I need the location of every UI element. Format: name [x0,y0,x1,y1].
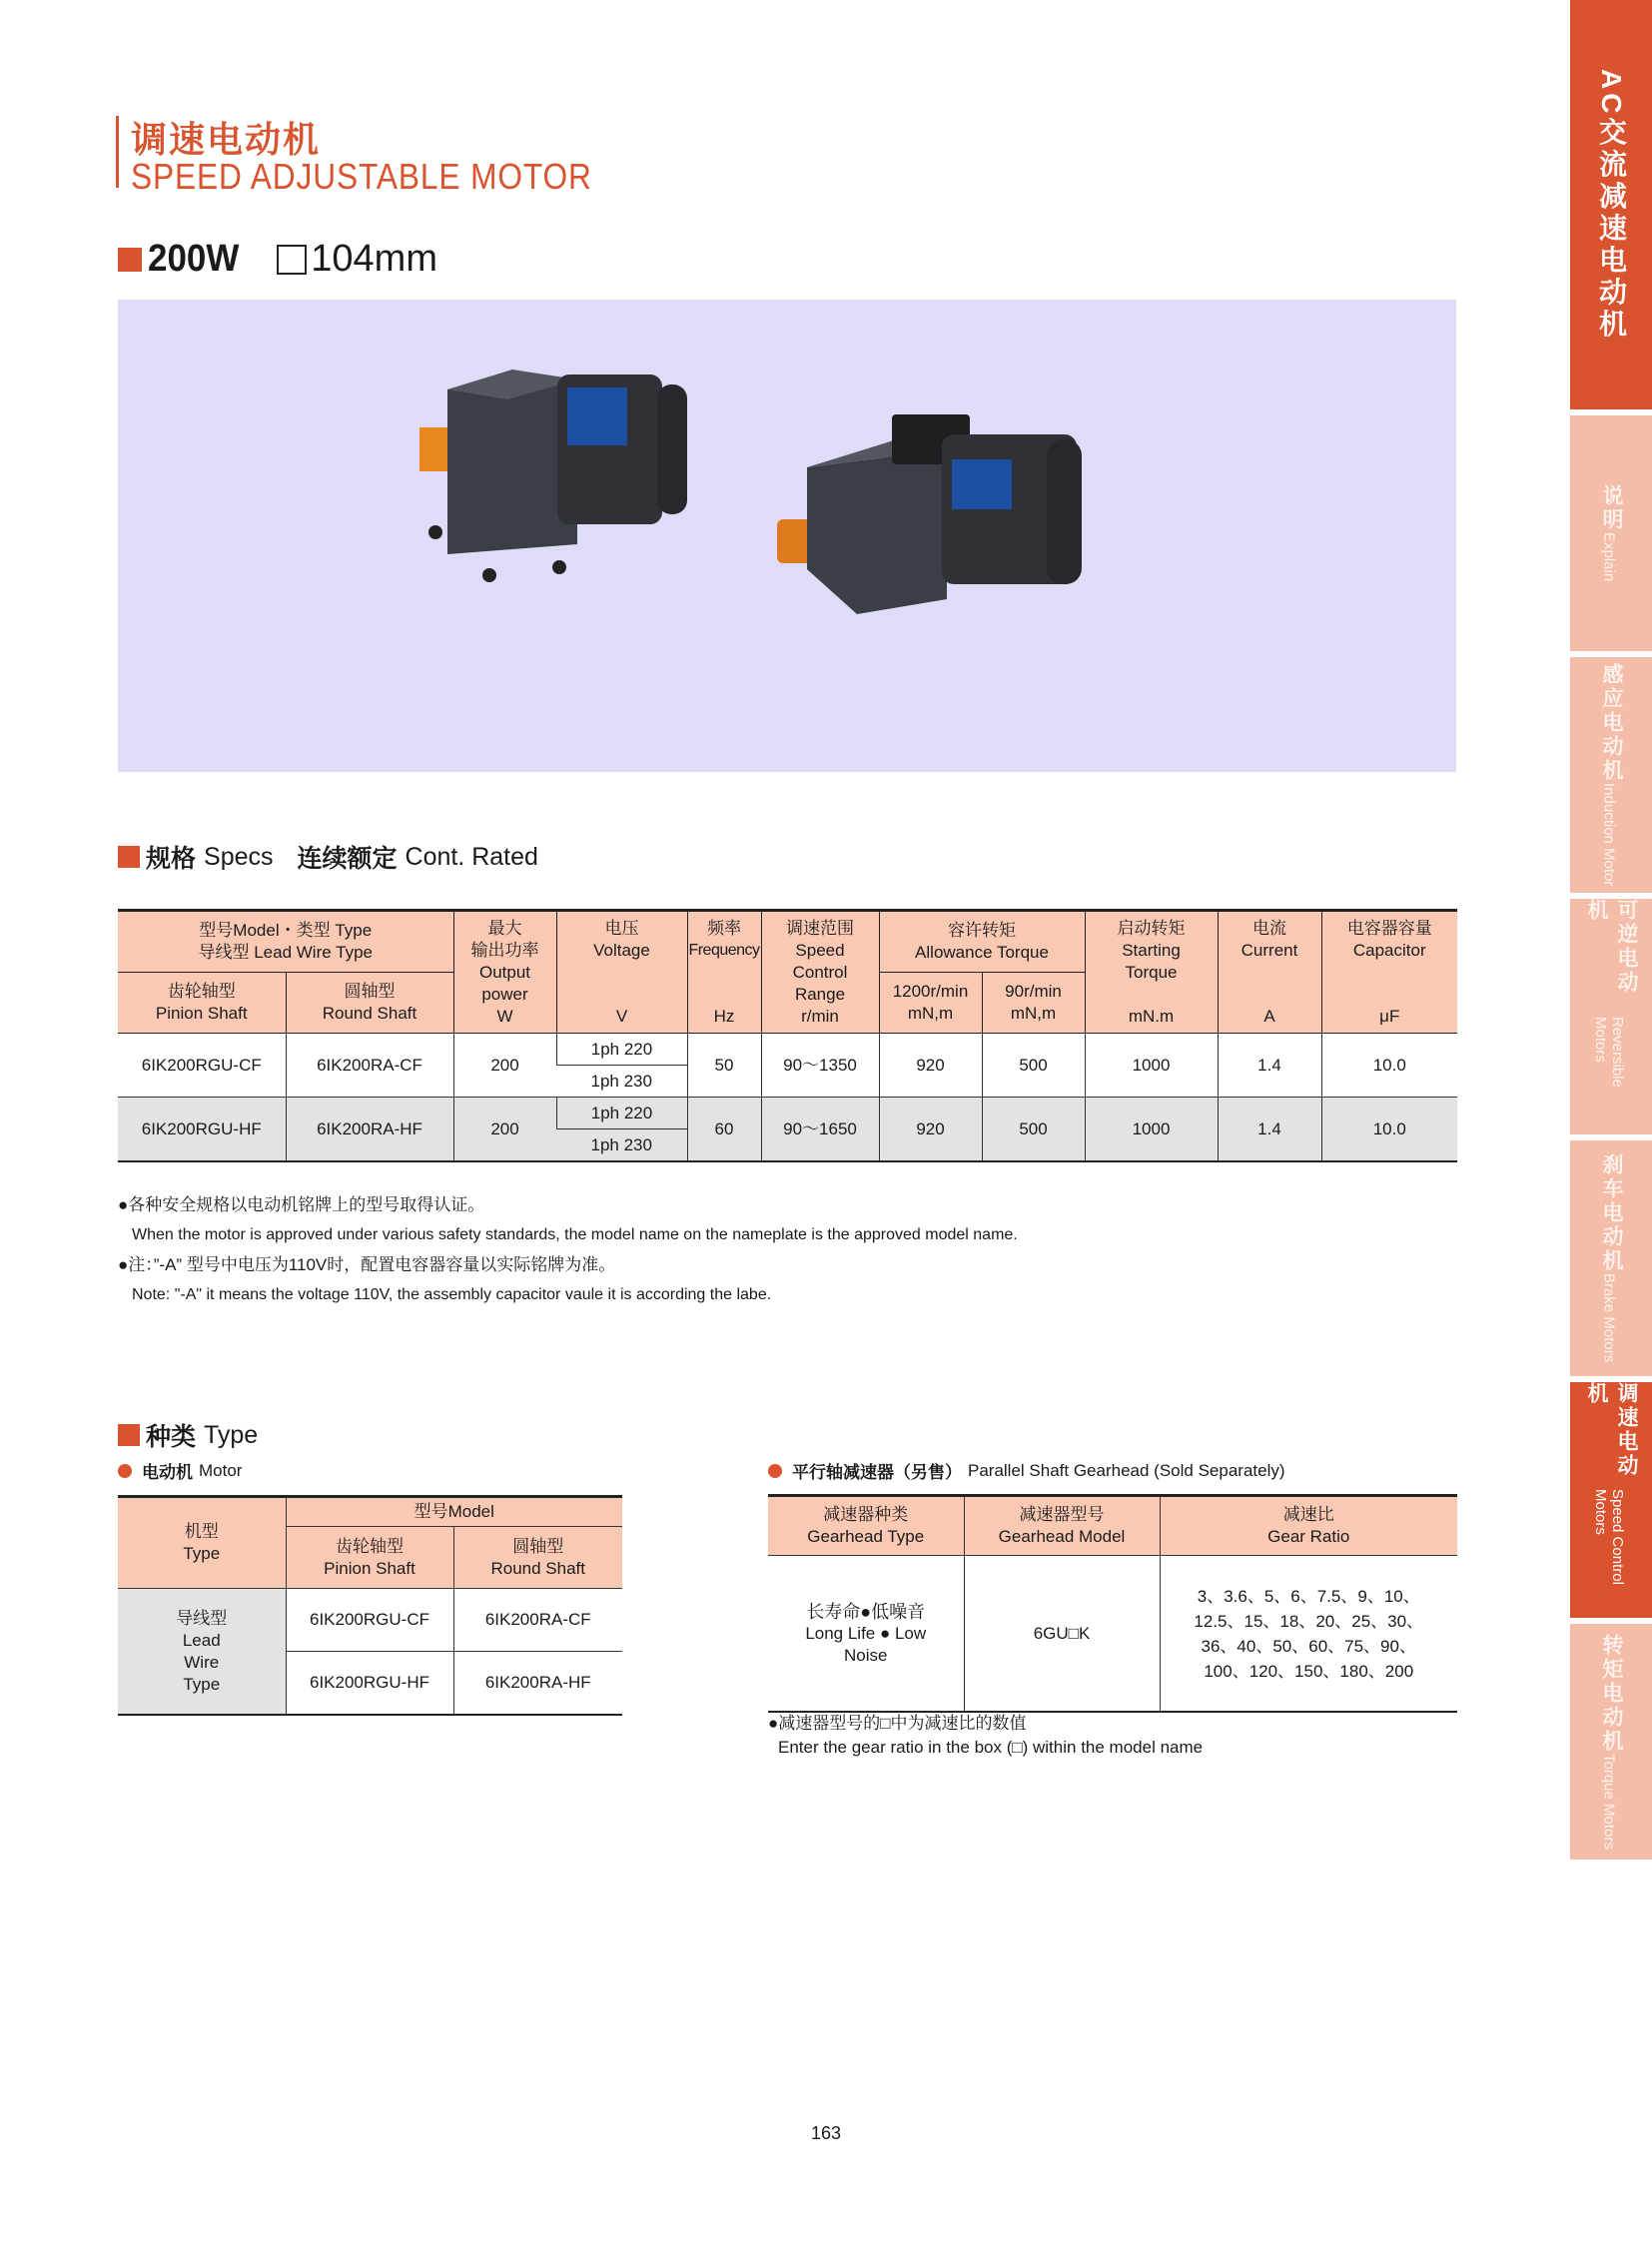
col-starting-torque-header: 启动转矩 Starting Torque mN.m [1085,911,1218,1034]
col-torque-1200-header: 1200r/min mN,m [879,973,982,1034]
gear-ratio-header: 减速比 Gear Ratio [1160,1496,1457,1556]
square-frame-icon [277,245,307,275]
gearhead-subheading-cn: 平行轴减速器（另售） [792,1463,962,1482]
note-1-cn: ●各种安全规格以电动机铭牌上的型号取得认证。 [118,1195,485,1214]
col-round-header: 圆轴型 Round Shaft [286,973,453,1034]
col-model-header: 型号Model・类型 Type 导线型 Lead Wire Type [118,911,453,973]
circle-bullet-icon [118,1464,132,1478]
note-2-en: Note: "-A" it means the voltage 110V, the assembly capacitor vaule it is according the labe. [132,1286,772,1303]
sidebar-item-sublabel: Speed Control Motors [1592,1488,1626,1585]
cell-voltage: 1ph 230 [556,1066,687,1098]
gearhead-note-cn: ●减速器型号的□中为减速比的数值 [768,1714,1027,1733]
rated-heading-cn: 连续额定 [297,845,398,873]
gearhead-note [768,1712,1203,1760]
cell-frequency: 60 [687,1098,761,1162]
cell-pinion: 6IK200RGU-CF [118,1034,286,1098]
specs-heading [118,839,538,875]
gearhead-table [768,1494,1457,1713]
title-accent-bar [116,116,119,188]
cell-torque-90: 500 [982,1034,1085,1098]
rated-heading-en: Cont. Rated [405,842,538,871]
cell-round: 6IK200RA-HF [286,1098,453,1162]
specs-table [118,909,1457,1162]
specs-heading-en: Specs [204,842,274,871]
table-row [118,1034,1457,1066]
page-title-cn: 调速电动机 [131,119,322,160]
gearhead-type-header: 减速器种类 Gearhead Type [768,1496,964,1556]
table-row [118,1589,622,1652]
cell-pinion: 6IK200RGU-HF [118,1098,286,1162]
power-frame-line [118,238,437,281]
cell-voltage: 1ph 230 [556,1129,687,1162]
cell-output: 200 [453,1034,556,1098]
square-bullet-icon [118,248,142,272]
gearhead-note-en: Enter the gear ratio in the box (□) within the model name [778,1738,1204,1757]
cell-speed: 90～1350 [761,1034,879,1098]
cell-current: 1.4 [1218,1034,1321,1098]
gear-ratio-cell: 3、3.6、5、6、7.5、9、10、 12.5、15、18、20、25、30、 36、40、50、60、75、90、 100、120、150、180、200 [1160,1556,1457,1713]
col-capacitor-header: 电容器容量 Capacitor μF [1321,911,1457,1034]
gearhead-model-header: 减速器型号 Gearhead Model [964,1496,1160,1556]
sidebar-item-sublabel: Brake Motors [1600,1273,1618,1363]
cell-pinion: 6IK200RGU-CF [286,1589,453,1652]
motor-subheading-cn: 电动机 [142,1463,193,1482]
sidebar-item-brake-motors[interactable] [1570,1140,1652,1376]
product-photo [118,300,1456,772]
table-row [768,1556,1457,1713]
sidebar-item-speed-control-motors[interactable] [1570,1382,1652,1618]
cell-starting-torque: 1000 [1085,1034,1218,1098]
note-2-cn: ●注：”-A” 型号中电压为110V时，配置电容器容量以实际铭牌为准。 [118,1255,616,1274]
sidebar-item-induction-motor[interactable] [1570,657,1652,893]
note-1-en: When the motor is approved under various safety standards, the model name on the nameplate is the approved model name. [132,1226,1018,1243]
col-current-header: 电流 Current A [1218,911,1321,1034]
lead-wire-type-cell: 导线型 Lead Wire Type [118,1589,286,1716]
sidebar-item-label: 刹车电动机 [1600,1153,1623,1274]
cell-capacitor: 10.0 [1321,1034,1457,1098]
gearhead-subheading [768,1458,1285,1483]
gearhead-model-cell: 6GU□K [964,1556,1160,1713]
page-number: 163 [810,2123,842,2143]
type-heading-cn: 种类 [146,1423,197,1451]
gearhead-subheading-en: Parallel Shaft Gearhead (Sold Separately) [968,1460,1285,1480]
col-output-header: 最大 输出功率 Output power W [453,911,556,1034]
table-row [118,1098,1457,1129]
page-title-en: SPEED ADJUSTABLE MOTOR [131,156,592,197]
cell-voltage: 1ph 220 [556,1034,687,1066]
cell-torque-90: 500 [982,1098,1085,1162]
sidebar-item-label: 调速电动机 [1585,1382,1638,1478]
cell-round: 6IK200RA-CF [286,1034,453,1098]
gearhead-type-cell: 长寿命●低噪音 Long Life ● Low Noise [768,1556,964,1713]
motor-left-image [419,370,687,582]
type-heading [118,1417,258,1453]
sidebar-item-sublabel: Explain [1600,532,1618,582]
specs-heading-cn: 规格 [146,845,197,873]
col-torque-90-header: 90r/min mN,m [982,973,1085,1034]
type-heading-en: Type [204,1420,259,1449]
sidebar-item-label: 说明 [1600,484,1623,533]
sidebar-main-tab[interactable] [1570,0,1652,409]
sidebar-item-sublabel: Torque Motors [1600,1754,1618,1850]
square-bullet-icon [118,1424,140,1446]
col-torque-header: 容许转矩 Allowance Torque [879,911,1085,973]
sidebar-item-label: 感应电动机 [1600,663,1623,784]
motor-illustration [118,300,1456,772]
motor-round-header: 圆轴型 Round Shaft [453,1527,622,1589]
power-rating: 200W [148,238,240,280]
motor-subheading-en: Motor [199,1460,243,1480]
motor-right-image [777,414,1082,614]
sidebar-item-label: 转矩电动机 [1600,1634,1623,1755]
notes-block [118,1190,1018,1310]
cell-frequency: 50 [687,1034,761,1098]
sidebar-item-label: 可逆电动机 [1585,899,1638,995]
col-pinion-header: 齿轮轴型 Pinion Shaft [155,982,248,1023]
sidebar-item-explain[interactable] [1570,415,1652,651]
cell-round: 6IK200RA-CF [453,1589,622,1652]
sidebar-item-sublabel: Induction Motor [1600,783,1618,887]
square-bullet-icon [118,846,140,868]
col-voltage-header: 电压 Voltage V [556,911,687,1034]
cell-starting-torque: 1000 [1085,1098,1218,1162]
sidebar-item-reversible-motors[interactable] [1570,899,1652,1134]
cell-current: 1.4 [1218,1098,1321,1162]
cell-torque-1200: 920 [879,1098,982,1162]
motor-type-header: 机型 Type [118,1497,286,1589]
cell-output: 200 [453,1098,556,1162]
motor-subheading [118,1458,242,1483]
col-frequency-header: 频率 Frequency Hz [687,911,761,1034]
cell-speed: 90～1650 [761,1098,879,1162]
sidebar-item-sublabel: Reversible Motors [1592,1016,1626,1088]
motor-type-table [118,1495,622,1716]
sidebar-item-torque-motors[interactable] [1570,1624,1652,1860]
cell-capacitor: 10.0 [1321,1098,1457,1162]
motor-model-header: 型号Model [286,1497,622,1527]
cell-voltage: 1ph 220 [556,1098,687,1129]
col-speed-header: 调速范围 Speed Control Range r/min [761,911,879,1034]
motor-pinion-header: 齿轮轴型 Pinion Shaft [286,1527,453,1589]
circle-bullet-icon [768,1464,782,1478]
sidebar-main-label: AC交流减速电动机 [1596,68,1627,342]
frame-size: 104mm [311,238,437,280]
cell-round: 6IK200RA-HF [453,1652,622,1716]
cell-torque-1200: 920 [879,1034,982,1098]
cell-pinion: 6IK200RGU-HF [286,1652,453,1716]
